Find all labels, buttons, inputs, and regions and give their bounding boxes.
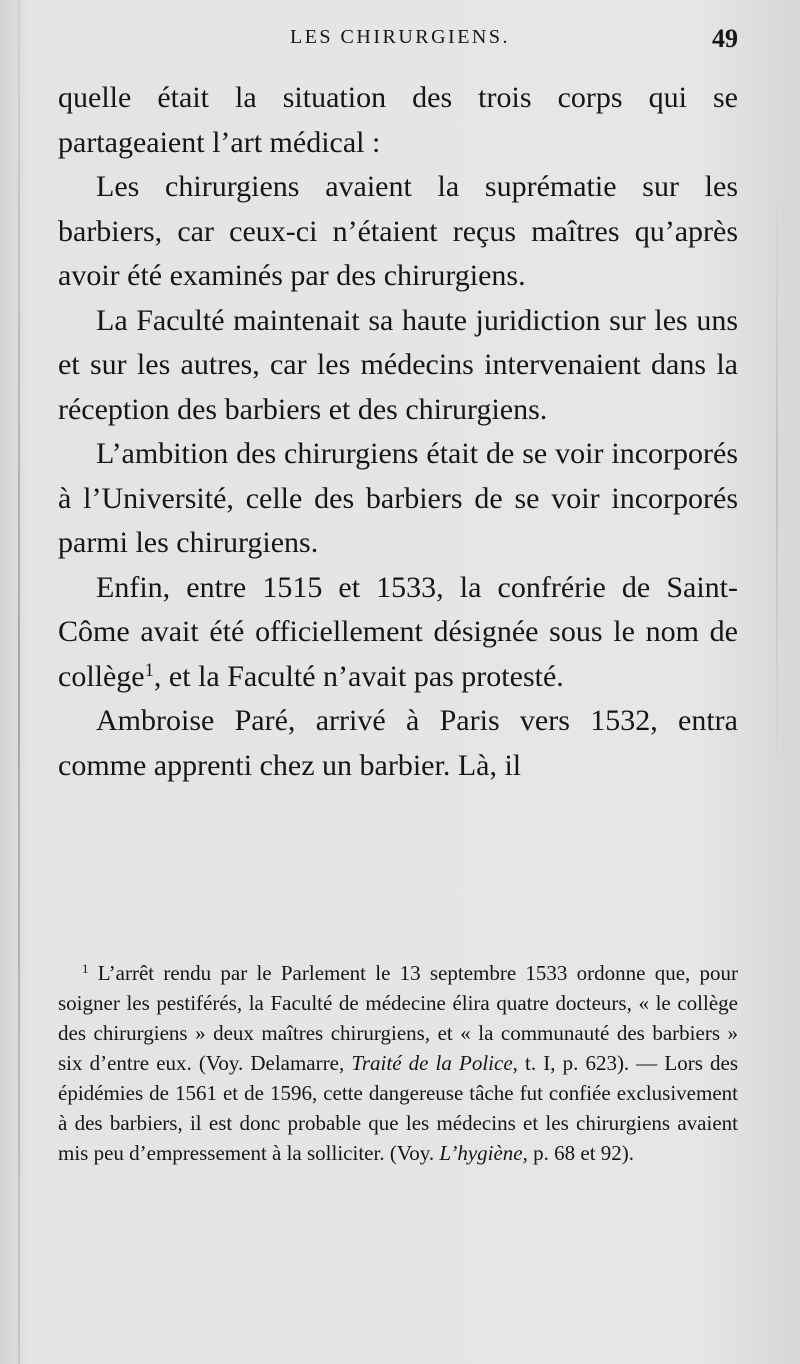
- footnote-title-italic: L’hygiène: [439, 1141, 523, 1165]
- paragraph: quelle était la situation des trois corps qui se partageaient l’art médical :: [58, 81, 738, 159]
- paragraph-text: Enfin, entre 1515 et 1533, la confrérie de Saint-Côme avait été officiellement désignée sous le nom de collège: [58, 570, 738, 693]
- footnote: [58, 958, 738, 1168]
- bleed-through-mark: [776, 170, 778, 790]
- footnote-marker: 1: [82, 960, 89, 976]
- paragraph-text: , et la Faculté n’avait pas protesté.: [153, 659, 564, 693]
- paragraph: Ambroise Paré, arrivé à Paris vers 1532, entra comme apprenti chez un barbier. Là, il: [58, 704, 738, 782]
- paragraph: [58, 566, 738, 700]
- page-header: [60, 20, 740, 60]
- page-edge: [18, 0, 20, 1364]
- footnote-text: , p. 68 et 92).: [522, 1141, 635, 1165]
- paragraph: Les chirurgiens avaient la suprématie sur les barbiers, car ceux-ci n’étaient reçus maîtres qu’après avoir été examinés par des chirurgiens.: [58, 170, 738, 292]
- paragraph: La Faculté maintenait sa haute juridiction sur les uns et sur les autres, car les médecins intervenaient dans la réception des barbiers et des chirurgiens.: [58, 303, 738, 426]
- main-text: [58, 76, 738, 788]
- running-head: LES CHIRURGIENS.: [289, 26, 510, 48]
- footnote-text: , t. I, p. 623). — Lors des épidémies de 1561 et de 1596, cette dangereuse tâche fut confiée exclusivement à des barbiers, il est donc probable que les médecins et les chirurgiens avaient mis peu d’empressement à la solliciter. (Voy.: [58, 1051, 739, 1165]
- footnote-title-italic: Traité de la Police: [351, 1051, 513, 1075]
- footnote-text: L’arrêt rendu par le Parlement le 13 septembre 1533 ordonne que, pour soigner les pestiférés, la Faculté de médecine élira quatre docteurs, « le collège des chirurgiens » deux maîtres chirurgiens, et « la communauté des barbiers » six d’entre eux. (Voy. Delamarre,: [58, 961, 739, 1075]
- page-number: 49: [712, 24, 738, 53]
- footnote-paragraph: [58, 958, 738, 1168]
- paragraph: L’ambition des chirurgiens était de se voir incorporés à l’Université, celle des barbiers de se voir incorporés parmi les chirurgiens.: [58, 437, 738, 559]
- footnote-reference[interactable]: 1: [144, 659, 154, 681]
